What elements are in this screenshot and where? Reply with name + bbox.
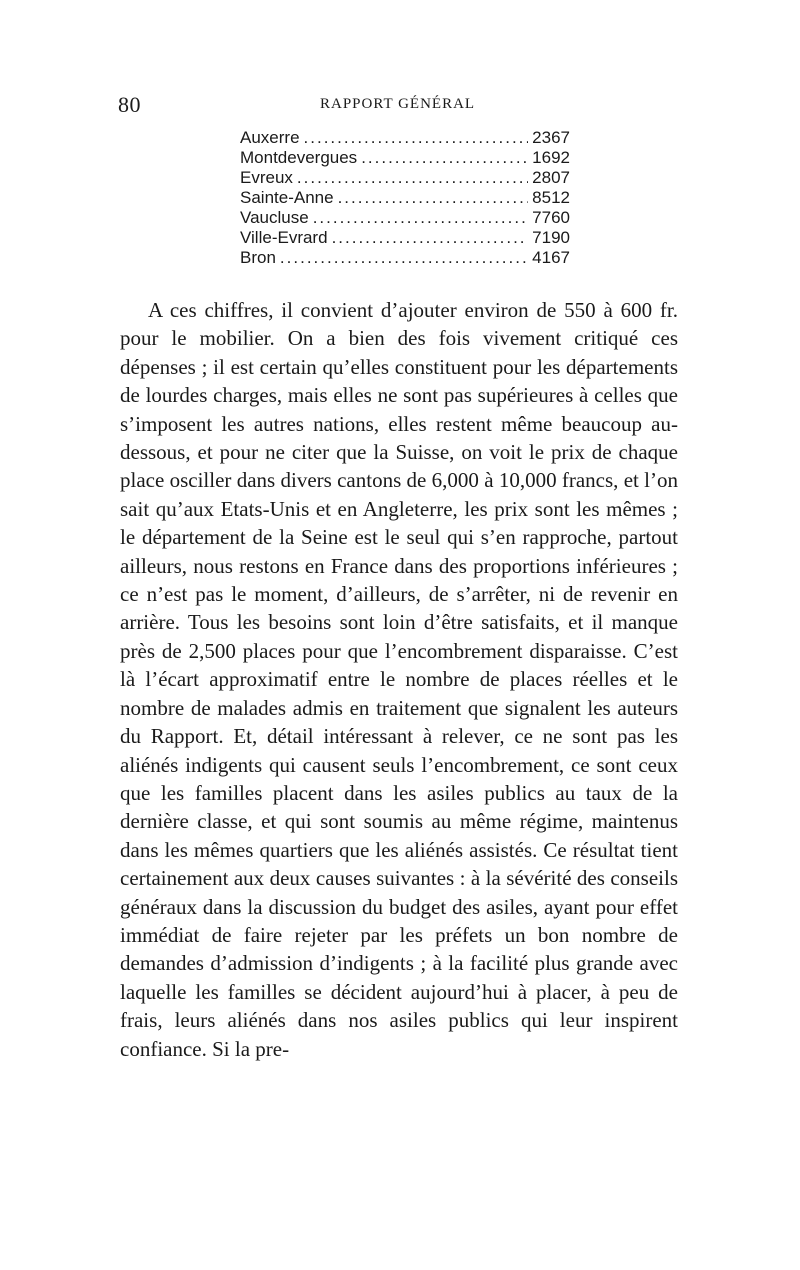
table-row: [240, 248, 570, 268]
table-row: [240, 188, 570, 208]
asylum-name: Ville-Evrard: [240, 228, 328, 247]
asylum-name: Evreux: [240, 168, 293, 187]
page-number: 80: [118, 92, 141, 117]
dot-leader: [332, 228, 529, 248]
asylum-name: Sainte-Anne: [240, 188, 334, 207]
table-row: [240, 228, 570, 248]
body-paragraph: A ces chiffres, il convient d’ajouter environ de 550 à 600 fr. pour le mobilier. On a bien des fois vivement critiqué ces dépenses ; il est certain qu’elles constituent pour les départements de lourdes charges, mais elles ne sont pas supérieures à celles que s’imposent les autres nations, elles restent même beaucoup au-dessous, et pour ne citer que la Suisse, on voit le prix de chaque place osciller dans divers cantons de 6,000 à 10,000 francs, et l’on sait qu’aux Etats-Unis et en Angleterre, les prix sont les mêmes ; le département de la Seine est le seul qui s’en rapproche, partout ailleurs, nous restons en France dans des proportions inférieures ; ce n’est pas le moment, d’ailleurs, de s’arrêter, ni de revenir en arrière. Tous les besoins sont loin d’être satisfaits, et il manque près de 2,500 places pour que l’encombrement disparaisse. C’est là l’écart approximatif entre le nombre de places réelles et le nombre de malades admis en traitement que signalent les auteurs du Rapport. Et, détail intéressant à relever, ce ne sont pas les aliénés indigents qui causent seuls l’encombrement, ce sont ceux que les familles placent dans les asiles publics au taux de la dernière classe, et qui sont soumis au même régime, maintenus dans les mêmes quartiers que les aliénés assistés. Ce résultat tient certainement aux deux causes suivantes : à la sévérité des conseils généraux dans la discussion du budget des asiles, ayant pour effet immédiat de faire rejeter par les préfets un bon nombre de demandes d’admission d’indigents ; à la facilité plus grande avec laquelle les familles se décident aujourd’hui à placer, à peu de frais, leurs aliénés dans nos asiles publics qui leur inspirent confiance. Si la pre-: [120, 298, 678, 1061]
dot-leader: [338, 188, 529, 208]
table-row: [240, 128, 570, 148]
asylum-name: Montdevergues: [240, 148, 358, 167]
asylum-name: Auxerre: [240, 128, 300, 147]
dot-leader: [313, 208, 528, 228]
table-row: [240, 208, 570, 228]
asylum-value: 4167: [532, 248, 570, 267]
asylum-name: Vaucluse: [240, 208, 309, 227]
table-row: [240, 148, 570, 168]
asylum-cost-table: [240, 128, 570, 268]
asylum-name: Bron: [240, 248, 276, 267]
asylum-value: 2367: [532, 128, 570, 147]
asylum-value: 1692: [532, 148, 570, 167]
asylum-value: 7190: [532, 228, 570, 247]
asylum-value: 7760: [532, 208, 570, 227]
asylum-value: 8512: [532, 188, 570, 207]
dot-leader: [297, 168, 528, 188]
dot-leader: [304, 128, 529, 148]
running-title: RAPPORT GÉNÉRAL: [320, 96, 476, 112]
dot-leader: [361, 148, 528, 168]
dot-leader: [280, 248, 528, 268]
asylum-value: 2807: [532, 168, 570, 187]
table-row: [240, 168, 570, 188]
